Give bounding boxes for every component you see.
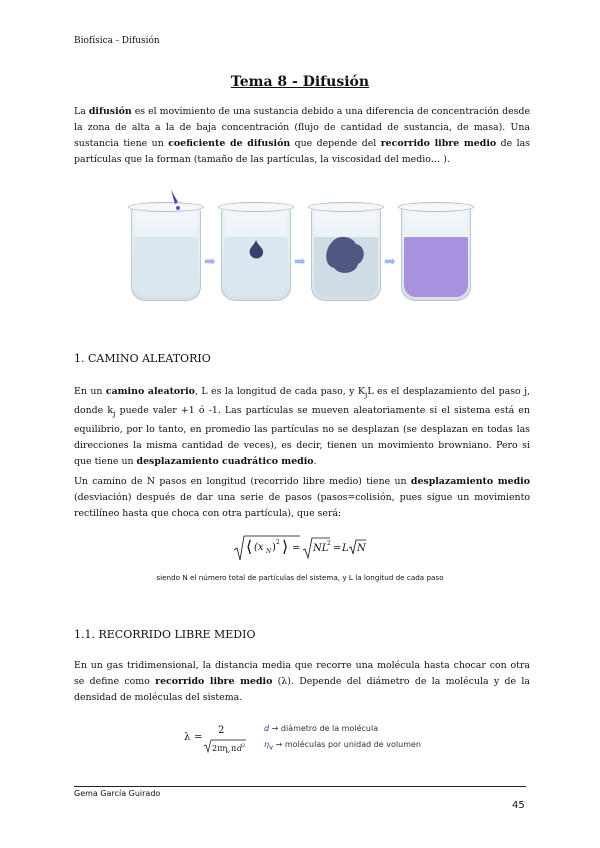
- svg-text:2: 2: [242, 743, 246, 749]
- beaker-4: [401, 208, 471, 301]
- beaker-2: [221, 208, 291, 301]
- beaker-1: [131, 208, 201, 301]
- dye-drop-icon: [244, 238, 268, 262]
- equation-caption: siendo N el número total de partículas del sistema, y L la longitud de cada paso: [156, 573, 444, 582]
- section1-paragraph-1: En un camino aleatorio, L es la longitud de cada paso, y $K_jL$ es el desplazamiento del paso j, donde $k_j$ puede valer +1 ó -1. Las partículas se mueven aleatoriamente si el sistema está en equilibrio, por lo tanto, en promedio las partículas no se desplazan (se desplazan en todas las direcciones la misma cantidad de veces), es decir, tienen un movimiento browniano. Pero si que tiene un desplazamiento cuadrático medio.: [74, 386, 531, 467]
- svg-text:NL: NL: [313, 543, 329, 554]
- svg-text:⟨: ⟨: [246, 537, 253, 556]
- dropper-icon: [169, 188, 183, 212]
- svg-text:=: =: [194, 732, 203, 743]
- section-heading-1: 1. CAMINO ALEATORIO: [74, 352, 211, 365]
- svg-text:N: N: [357, 543, 366, 554]
- svg-text:2: 2: [218, 725, 225, 736]
- page-title: Tema 8 - Difusión: [230, 74, 370, 90]
- section-heading-1-1: 1.1. RECORRIDO LIBRE MEDIO: [74, 628, 256, 641]
- intro-paragraph: La difusión es el movimiento de una sustancia debido a una diferencia de concentración desde la zona de alta a la de baja concentración (flujo de cantidad de sustancia, de masa). Una sustancia tiene un coeficiente de difusión que depende del recorrido libre medio de las partículas que la forman (tamaño de las partículas, la viscosidad del medio… ).: [74, 106, 531, 165]
- section1-paragraph-2: Un camino de N pasos en longitud (recorrido libre medio) tiene un desplazamiento medio (desviación) después de dar una serie de pasos (pasos=colisión, pues sigue un movimiento rectilíneo hasta que choca con otra partícula), que será:: [74, 476, 530, 519]
- svg-text:v: v: [227, 749, 230, 754]
- svg-text:λ: λ: [184, 732, 191, 743]
- rms-displacement-equation: [232, 534, 372, 564]
- svg-text:2: 2: [327, 540, 331, 547]
- svg-text:(x: (x: [254, 542, 264, 553]
- legend-density: $\eta_v$ → moléculas por unidad de volumen: [264, 740, 421, 752]
- svg-text:2πη: 2πη: [212, 744, 228, 753]
- running-header: Biofísica - Difusión: [74, 36, 160, 46]
- liquid-1: [134, 237, 198, 297]
- arrow-icon: ➡: [204, 254, 216, 270]
- svg-text:π: π: [231, 744, 237, 753]
- svg-text:=: =: [292, 543, 301, 554]
- svg-text:): ): [272, 542, 276, 553]
- svg-text:2: 2: [276, 539, 280, 546]
- svg-text:N: N: [266, 548, 272, 555]
- legend-diameter: d → diámetro de la molécula: [264, 724, 379, 733]
- footer-divider: [74, 786, 526, 787]
- beaker-3: [311, 208, 381, 301]
- section11-paragraph-1: En un gas tridimensional, la distancia media que recorre una molécula hasta chocar con otra se define como recorrido libre medio (λ). Depende del diámetro de la molécula y de la densidad de moléculas del sistema.: [74, 660, 530, 703]
- mean-free-path-equation: [184, 724, 264, 754]
- arrow-icon: ➡: [384, 254, 396, 270]
- diffusion-figure: [125, 188, 475, 308]
- arrow-icon: ➡: [294, 254, 306, 270]
- page-number: 45: [512, 800, 525, 811]
- svg-text:L: L: [342, 543, 349, 554]
- svg-text:⟩: ⟩: [282, 537, 289, 556]
- footer-author: Gema García Guirado: [74, 789, 161, 798]
- liquid-4: [404, 237, 468, 297]
- svg-text:=: =: [333, 543, 342, 554]
- svg-text:d: d: [237, 744, 243, 753]
- dye-cloud-icon: [322, 232, 370, 278]
